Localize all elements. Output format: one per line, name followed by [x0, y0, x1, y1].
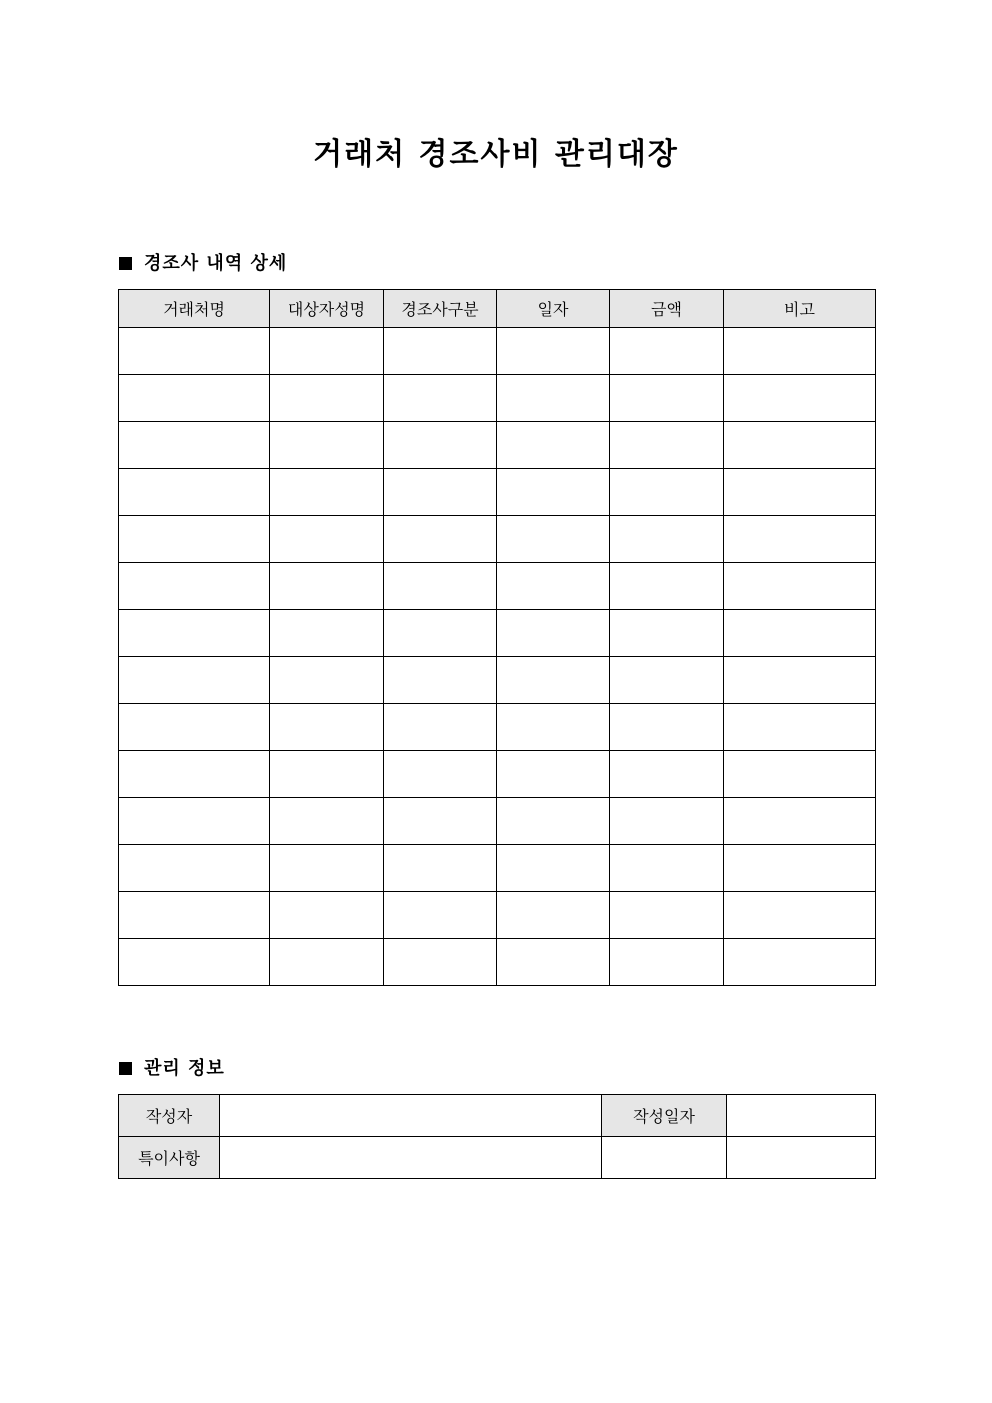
table-cell[interactable]	[119, 892, 270, 939]
notes-extra-cell[interactable]	[727, 1137, 876, 1179]
table-cell[interactable]	[270, 516, 384, 563]
table-cell[interactable]	[724, 328, 876, 375]
table-cell[interactable]	[610, 375, 724, 422]
table-cell[interactable]	[384, 516, 497, 563]
table-cell[interactable]	[610, 516, 724, 563]
table-cell[interactable]	[384, 704, 497, 751]
table-cell[interactable]	[119, 845, 270, 892]
table-cell[interactable]	[119, 516, 270, 563]
table-cell[interactable]	[610, 328, 724, 375]
table-cell[interactable]	[610, 798, 724, 845]
table-cell[interactable]	[384, 798, 497, 845]
author-field[interactable]	[220, 1095, 602, 1137]
table-cell[interactable]	[610, 657, 724, 704]
table-cell[interactable]	[724, 469, 876, 516]
table-cell[interactable]	[384, 422, 497, 469]
table-cell[interactable]	[497, 516, 610, 563]
table-cell[interactable]	[610, 845, 724, 892]
section-heading-label: 관리 정보	[144, 1058, 225, 1079]
table-header-row	[119, 290, 876, 328]
table-cell[interactable]	[119, 375, 270, 422]
table-cell[interactable]	[610, 422, 724, 469]
table-cell[interactable]	[270, 751, 384, 798]
info-table	[118, 1094, 876, 1179]
table-cell[interactable]	[119, 328, 270, 375]
table-row	[119, 845, 876, 892]
section-heading-detail	[119, 252, 287, 276]
table-cell[interactable]	[724, 422, 876, 469]
table-row	[119, 939, 876, 986]
table-cell[interactable]	[610, 610, 724, 657]
table-row	[119, 610, 876, 657]
table-cell[interactable]	[497, 375, 610, 422]
table-cell[interactable]	[724, 939, 876, 986]
table-cell[interactable]	[724, 610, 876, 657]
page-title: 거래처 경조사비 관리대장	[313, 137, 679, 172]
table-cell[interactable]	[384, 845, 497, 892]
table-cell[interactable]	[610, 751, 724, 798]
table-cell[interactable]	[270, 704, 384, 751]
table-cell[interactable]	[119, 939, 270, 986]
table-cell[interactable]	[497, 610, 610, 657]
table-cell[interactable]	[384, 939, 497, 986]
table-cell[interactable]	[724, 845, 876, 892]
table-cell[interactable]	[270, 328, 384, 375]
table-cell[interactable]	[497, 469, 610, 516]
table-cell[interactable]	[497, 751, 610, 798]
square-bullet-icon	[119, 1062, 132, 1075]
table-cell[interactable]	[384, 328, 497, 375]
table-cell[interactable]	[497, 563, 610, 610]
table-row	[119, 751, 876, 798]
table-cell[interactable]	[497, 892, 610, 939]
table-cell[interactable]	[610, 704, 724, 751]
table-cell[interactable]	[384, 610, 497, 657]
table-cell[interactable]	[610, 469, 724, 516]
column-header-event-type: 경조사구분	[384, 290, 497, 328]
table-row	[119, 328, 876, 375]
table-cell[interactable]	[497, 422, 610, 469]
notes-label: 특이사항	[119, 1137, 220, 1179]
table-cell[interactable]	[119, 657, 270, 704]
table-cell[interactable]	[270, 798, 384, 845]
table-cell[interactable]	[384, 469, 497, 516]
table-cell[interactable]	[724, 375, 876, 422]
date-label: 작성일자	[602, 1095, 727, 1137]
table-cell[interactable]	[384, 751, 497, 798]
table-cell[interactable]	[119, 610, 270, 657]
notes-field[interactable]	[220, 1137, 602, 1179]
table-cell[interactable]	[270, 845, 384, 892]
table-cell[interactable]	[270, 939, 384, 986]
table-cell[interactable]	[119, 704, 270, 751]
table-row	[119, 422, 876, 469]
square-bullet-icon	[119, 257, 132, 270]
table-row	[119, 704, 876, 751]
table-cell[interactable]	[724, 657, 876, 704]
section-heading-label: 경조사 내역 상세	[144, 253, 288, 274]
table-cell[interactable]	[497, 704, 610, 751]
table-cell[interactable]	[270, 657, 384, 704]
table-cell[interactable]	[384, 657, 497, 704]
column-header-client: 거래처명	[119, 290, 270, 328]
table-cell[interactable]	[724, 751, 876, 798]
table-row	[119, 563, 876, 610]
table-cell[interactable]	[724, 798, 876, 845]
table-row	[119, 657, 876, 704]
column-header-remarks: 비고	[724, 290, 876, 328]
author-label: 작성자	[119, 1095, 220, 1137]
date-field[interactable]	[727, 1095, 876, 1137]
table-cell[interactable]	[119, 469, 270, 516]
table-cell[interactable]	[610, 892, 724, 939]
table-cell[interactable]	[610, 563, 724, 610]
table-cell[interactable]	[497, 845, 610, 892]
table-cell[interactable]	[384, 892, 497, 939]
table-row	[119, 516, 876, 563]
column-header-recipient: 대상자성명	[270, 290, 384, 328]
table-cell[interactable]	[497, 798, 610, 845]
table-cell[interactable]	[270, 563, 384, 610]
table-cell[interactable]	[724, 516, 876, 563]
table-cell[interactable]	[119, 422, 270, 469]
table-cell[interactable]	[724, 704, 876, 751]
table-cell[interactable]	[270, 892, 384, 939]
section-heading-info	[119, 1057, 225, 1081]
table-row	[119, 1137, 876, 1179]
table-row	[119, 1095, 876, 1137]
table-cell[interactable]	[119, 563, 270, 610]
table-cell[interactable]	[724, 563, 876, 610]
table-cell[interactable]	[610, 939, 724, 986]
column-header-date: 일자	[497, 290, 610, 328]
table-cell[interactable]	[119, 751, 270, 798]
notes-extra-cell[interactable]	[602, 1137, 727, 1179]
table-row	[119, 892, 876, 939]
table-cell[interactable]	[270, 610, 384, 657]
column-header-amount: 금액	[610, 290, 724, 328]
table-cell[interactable]	[270, 375, 384, 422]
detail-table	[118, 289, 876, 986]
table-cell[interactable]	[497, 657, 610, 704]
table-cell[interactable]	[724, 892, 876, 939]
table-cell[interactable]	[497, 939, 610, 986]
table-cell[interactable]	[270, 469, 384, 516]
table-cell[interactable]	[384, 563, 497, 610]
table-row	[119, 798, 876, 845]
table-cell[interactable]	[384, 375, 497, 422]
table-cell[interactable]	[497, 328, 610, 375]
table-row	[119, 469, 876, 516]
table-row	[119, 375, 876, 422]
table-cell[interactable]	[119, 798, 270, 845]
table-cell[interactable]	[270, 422, 384, 469]
